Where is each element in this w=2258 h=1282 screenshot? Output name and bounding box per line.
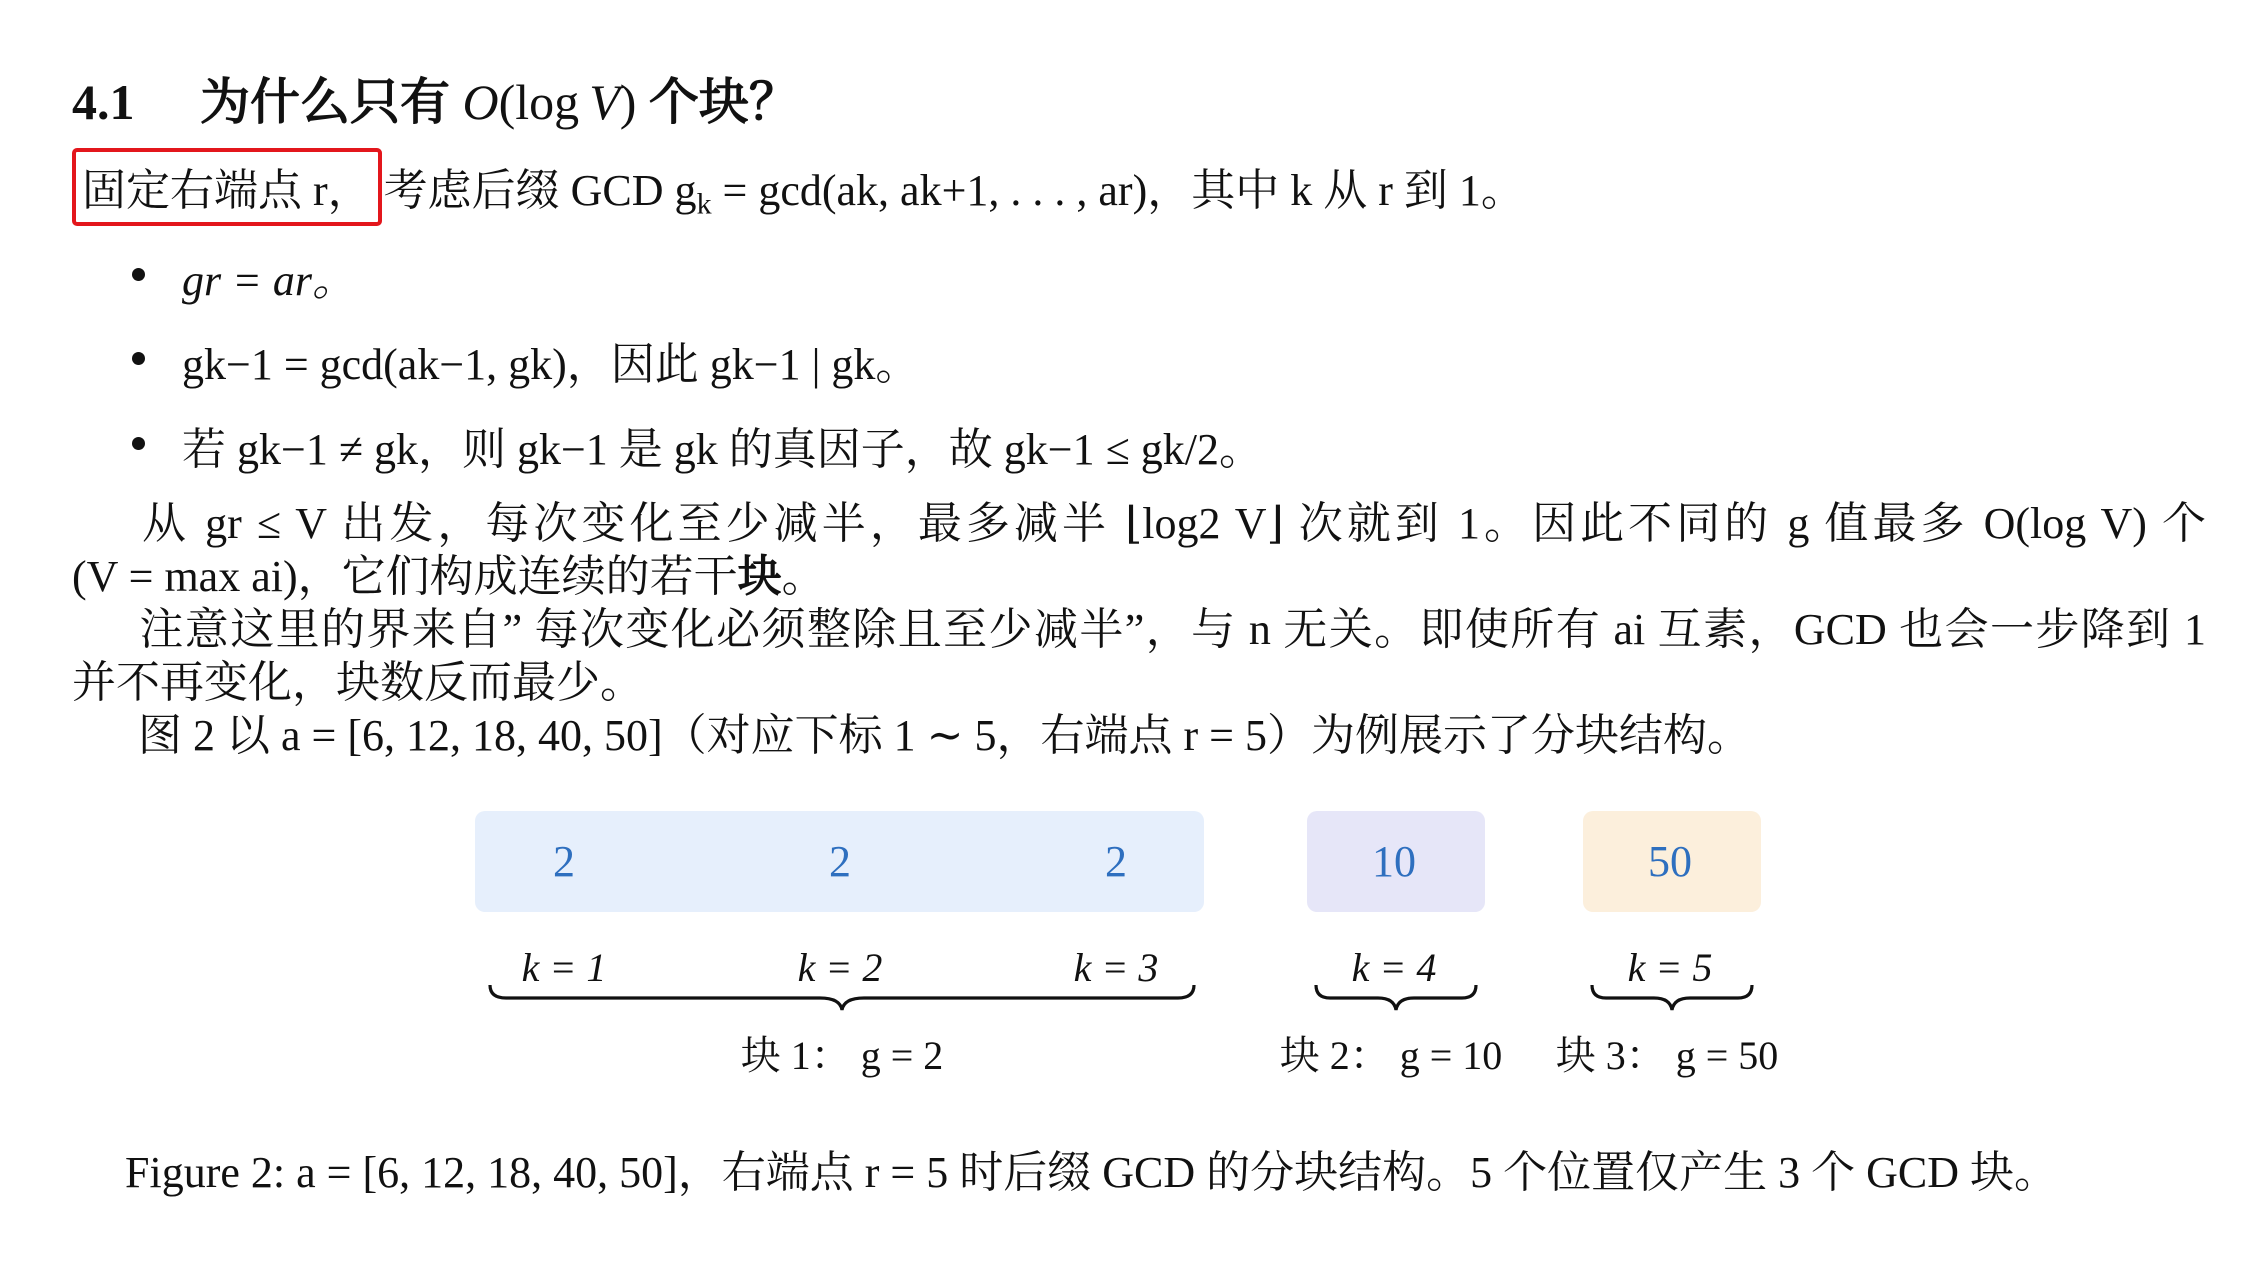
- gcd-value: 10: [1372, 837, 1416, 886]
- brace-block-3: [1592, 985, 1752, 1010]
- heading-text-pre: 为什么只有: [200, 74, 450, 130]
- index-label: k = 1: [521, 945, 607, 990]
- para2-line1: 注意这里的界来自” 每次变化必须整除且至少减半”，与 n 无关。即使所有 ai 互素，GCD 也会一步降到 1: [138, 605, 2206, 654]
- heading-math-open: (: [498, 74, 516, 130]
- bullet-text: gk−1 = gcd(ak−1, gk)，因此 gk−1 | gk。: [182, 340, 920, 389]
- index-label: k = 3: [1073, 945, 1159, 990]
- intro-rest: 考虑后缀 GCD g: [383, 166, 697, 215]
- gcd-value: 50: [1648, 837, 1692, 886]
- para2-line2: 并不再变化，块数反而最少。: [72, 658, 644, 707]
- heading-math-close: ): [619, 74, 637, 130]
- intro-args: k, ak+1, . . . , ar)，其中 k 从 r 到 1。: [856, 166, 1525, 215]
- block-label: 块 1： g = 2: [740, 1033, 944, 1078]
- gcd-value: 2: [553, 837, 575, 886]
- para3-line1: 图 2 以 a = [6, 12, 18, 40, 50]（对应下标 1 ∼ 5，右端点 r = 5）为例展示了分块结构。: [138, 711, 1751, 760]
- intro-sub-k: k: [696, 187, 712, 221]
- heading-math-O: O: [462, 74, 499, 130]
- para1-line1: 从 gr ≤ V 出发，每次变化至少减半，最多减半 ⌊log2 V⌋ 次就到 1。因此不同的 g 值最多 O(log V) 个: [138, 499, 2206, 548]
- index-label: k = 2: [797, 945, 883, 990]
- bullet-text: gr = ar。: [182, 256, 356, 305]
- highlight-box: 固定右端点 r，: [72, 148, 382, 226]
- bullet-text: 若 gk−1 ≠ gk，则 gk−1 是 gk 的真因子，故 gk−1 ≤ gk/2。: [182, 425, 1263, 474]
- block-label: 块 2： g = 10: [1279, 1033, 1503, 1078]
- para1-bold-word: 块: [737, 552, 782, 601]
- block-label: 块 3： g = 50: [1555, 1033, 1779, 1078]
- gcd-value: 2: [829, 837, 851, 886]
- brace-block-2: [1316, 985, 1476, 1010]
- section-number: 4.1: [72, 74, 135, 130]
- index-label: k = 4: [1351, 945, 1437, 990]
- intro-eq: = gcd(a: [711, 166, 857, 215]
- figure-caption: Figure 2: a = [6, 12, 18, 40, 50]，右端点 r = 5 时后缀 GCD 的分块结构。5 个位置仅产生 3 个 GCD 块。: [125, 1148, 2059, 1197]
- gcd-value: 2: [1105, 837, 1127, 886]
- index-label: k = 5: [1627, 945, 1713, 990]
- para1-line2-pre: (V = max ai)，它们构成连续的若干: [72, 552, 738, 601]
- para1-line2-post: 。: [781, 552, 826, 601]
- heading-math-V: V: [589, 74, 620, 130]
- heading-text-post: 个块？: [648, 74, 799, 130]
- heading-math-log: log: [515, 74, 580, 130]
- brace-block-1: [490, 985, 1194, 1010]
